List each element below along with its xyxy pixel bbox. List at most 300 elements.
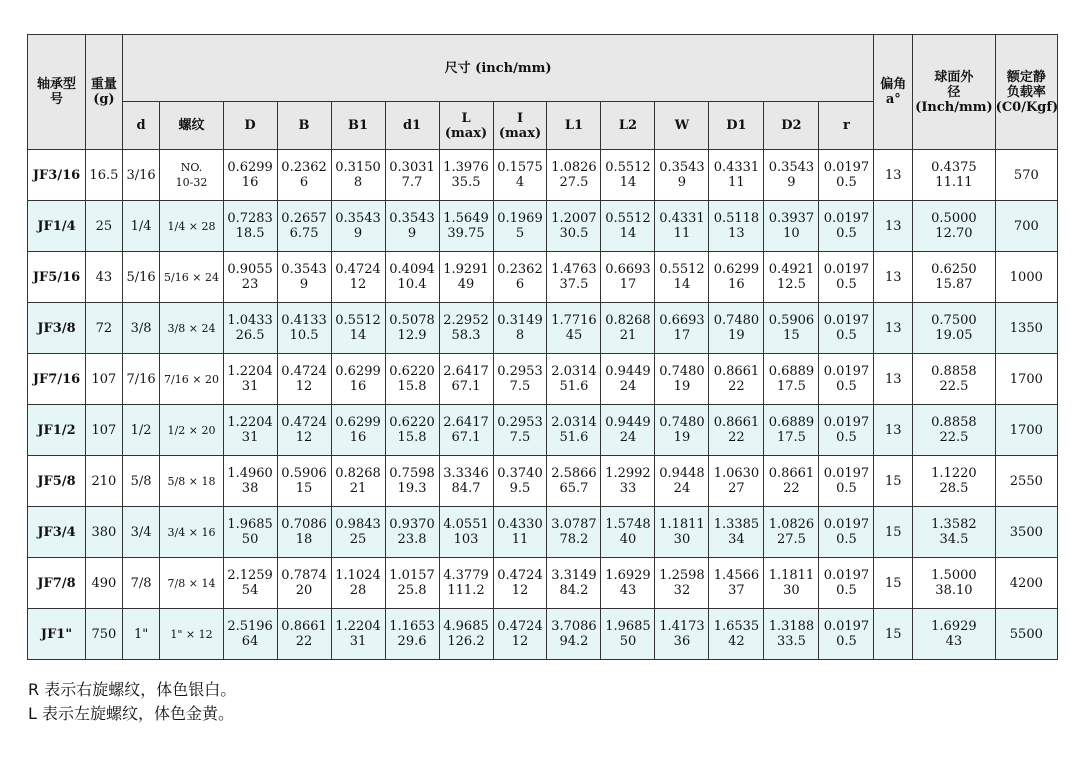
dimension-inch: 0.1575 xyxy=(497,160,543,175)
dimension-inch: 1.9685 xyxy=(227,517,273,532)
load-cell: 1700 xyxy=(995,405,1057,456)
dimension-mm: 19 xyxy=(673,430,691,445)
dimension-mm: 50 xyxy=(619,634,637,649)
dimension-cell xyxy=(547,507,601,558)
dimension-mm: 33 xyxy=(619,481,637,496)
dimension-cell xyxy=(439,456,493,507)
dimension-inch: 0.7283 xyxy=(227,211,273,226)
dimension-cell xyxy=(385,558,439,609)
ball-dia-cell xyxy=(913,354,996,405)
weight-unit: (g) xyxy=(93,92,115,107)
ball-dia-mm: 22.5 xyxy=(939,379,969,394)
dimension-inch: 0.0197 xyxy=(823,517,870,532)
dimension-inch: 1.1811 xyxy=(659,517,705,532)
dimension-inch: 1.2992 xyxy=(605,466,651,481)
dimension-cell xyxy=(819,609,874,660)
dimension-inch: 1.2204 xyxy=(227,364,273,379)
dimension-cell xyxy=(385,609,439,660)
dimension-cell xyxy=(439,609,493,660)
dimension-inch: 1.0826 xyxy=(768,517,815,532)
dimension-inch: 3.0787 xyxy=(551,517,597,532)
dimension-cell xyxy=(277,150,331,201)
dimension-mm: 14 xyxy=(619,175,637,190)
dimension-inch: 0.0197 xyxy=(823,415,870,430)
load-unit: (C0/Kgf) xyxy=(995,99,1059,115)
bore-cell: 7/16 xyxy=(122,354,160,405)
ball-dia-inch: 0.5000 xyxy=(931,211,977,226)
dimension-inch: 4.3779 xyxy=(443,568,489,583)
dimension-mm: 23 xyxy=(241,277,259,292)
dimension-inch: 0.5078 xyxy=(389,313,435,328)
subheader-cell: B1 xyxy=(331,102,385,150)
note-left-thread: L 表示左旋螺纹，体色金黄。 xyxy=(28,704,235,723)
dimension-cell xyxy=(764,456,819,507)
dimension-inch: 1.5649 xyxy=(443,211,489,226)
dimension-mm: 13 xyxy=(728,226,745,241)
dimension-inch: 1.1024 xyxy=(335,568,381,583)
dimension-cell xyxy=(819,456,874,507)
dimension-mm: 17 xyxy=(619,277,637,292)
dimension-inch: 0.3543 xyxy=(281,262,327,277)
dimension-cell xyxy=(819,354,874,405)
load-label: 额定静负载率 xyxy=(1006,69,1046,100)
dimension-inch: 0.2953 xyxy=(497,364,543,379)
dimension-inch: 0.6299 xyxy=(335,415,381,430)
dimension-mm: 0.5 xyxy=(836,583,857,598)
dimension-inch: 0.8268 xyxy=(335,466,381,481)
dimension-inch: 0.7086 xyxy=(281,517,327,532)
col-load-header xyxy=(995,35,1057,150)
dimension-inch: 2.6417 xyxy=(443,364,489,379)
ball-dia-inch: 1.1220 xyxy=(931,466,977,481)
dimension-mm: 10.4 xyxy=(397,277,427,292)
dimension-cell xyxy=(493,252,547,303)
dimension-mm: 24 xyxy=(619,430,637,445)
table-row xyxy=(28,558,1058,609)
dimension-cell xyxy=(277,558,331,609)
angle-cell: 15 xyxy=(874,558,913,609)
angle-cell: 13 xyxy=(874,252,913,303)
spec-table xyxy=(27,34,1058,660)
dimension-mm: 33.5 xyxy=(776,634,806,649)
weight-label: 重量 xyxy=(90,77,117,92)
dimension-inch: 1.2007 xyxy=(551,211,597,226)
dimension-mm: 9 xyxy=(299,277,309,292)
dimension-inch: 0.7480 xyxy=(659,415,705,430)
dimension-cell xyxy=(385,507,439,558)
dimension-cell xyxy=(709,609,764,660)
thread-cell: 7/8 × 14 xyxy=(160,558,223,609)
dimension-inch: 0.6220 xyxy=(389,364,435,379)
ball-dia-mm: 43 xyxy=(945,634,963,649)
dimension-mm: 15.8 xyxy=(397,430,427,445)
dimension-cell xyxy=(439,354,493,405)
dimension-mm: 0.5 xyxy=(836,226,857,241)
dimension-cell xyxy=(439,558,493,609)
dimension-cell xyxy=(709,405,764,456)
ball-dia-inch: 1.5000 xyxy=(931,568,977,583)
dimension-cell xyxy=(223,354,277,405)
dimension-cell xyxy=(601,150,655,201)
dimension-cell xyxy=(819,201,874,252)
dimension-mm: 111.2 xyxy=(447,583,485,598)
col-dims-header: 尺寸 (inch/mm) xyxy=(122,35,874,102)
dimension-cell xyxy=(601,303,655,354)
dimension-inch: 1.0826 xyxy=(551,160,597,175)
angle-cell: 15 xyxy=(874,456,913,507)
dimension-mm: 27.5 xyxy=(776,532,806,547)
table-row xyxy=(28,354,1058,405)
dimension-mm: 67.1 xyxy=(451,430,481,445)
thread-cell: 5/16 × 24 xyxy=(160,252,223,303)
dimension-mm: 9 xyxy=(407,226,417,241)
dimension-mm: 6.75 xyxy=(289,226,319,241)
dimension-mm: 37 xyxy=(728,583,745,598)
dimension-cell xyxy=(709,150,764,201)
subheader-cell: L2 xyxy=(601,102,655,150)
dimension-inch: 0.4331 xyxy=(713,160,760,175)
ball-dia-cell xyxy=(913,303,996,354)
dimension-cell xyxy=(223,150,277,201)
ball-dia-mm: 15.87 xyxy=(935,277,973,292)
model-cell: JF1/4 xyxy=(28,201,86,252)
dimension-cell xyxy=(601,456,655,507)
header-row xyxy=(28,35,1058,102)
dimension-cell xyxy=(385,405,439,456)
load-cell: 570 xyxy=(995,150,1057,201)
dimension-cell xyxy=(764,405,819,456)
dimension-mm: 43 xyxy=(619,583,637,598)
dimension-cell xyxy=(331,303,385,354)
dimension-mm: 26.5 xyxy=(235,328,265,343)
angle-symbol: a° xyxy=(885,92,901,107)
dimension-cell xyxy=(709,558,764,609)
weight-cell: 107 xyxy=(86,405,123,456)
dimension-mm: 12.9 xyxy=(397,328,427,343)
bore-cell: 3/8 xyxy=(122,303,160,354)
col-weight-header xyxy=(86,35,123,150)
subheader-cell: B xyxy=(277,102,331,150)
dimension-inch: 0.5906 xyxy=(768,313,815,328)
dimension-inch: 0.4724 xyxy=(497,568,543,583)
dimension-inch: 1.4763 xyxy=(551,262,597,277)
dimension-cell xyxy=(331,252,385,303)
load-cell: 700 xyxy=(995,201,1057,252)
dimension-inch: 1.0630 xyxy=(713,466,760,481)
dimension-mm: 15 xyxy=(295,481,313,496)
model-cell: JF3/8 xyxy=(28,303,86,354)
bore-cell: 1/2 xyxy=(122,405,160,456)
dimension-mm: 10 xyxy=(783,226,800,241)
dimension-inch: 0.3031 xyxy=(389,160,435,175)
thread-cell: 1/4 × 28 xyxy=(160,201,223,252)
dimension-cell xyxy=(655,150,709,201)
model-cell: JF3/4 xyxy=(28,507,86,558)
weight-cell: 750 xyxy=(86,609,123,660)
table-row xyxy=(28,303,1058,354)
dimension-cell xyxy=(601,609,655,660)
dimension-inch: 1.1653 xyxy=(389,619,435,634)
dimension-cell xyxy=(547,201,601,252)
subheader-cell: D1 xyxy=(709,102,764,150)
dimension-cell xyxy=(819,558,874,609)
dimension-inch: 3.3346 xyxy=(443,466,489,481)
dimension-inch: 0.4724 xyxy=(497,619,543,634)
dimension-cell xyxy=(601,252,655,303)
table-row xyxy=(28,150,1058,201)
dimension-mm: 84.7 xyxy=(451,481,481,496)
dimension-cell xyxy=(819,150,874,201)
dimension-cell xyxy=(493,405,547,456)
dimension-cell xyxy=(331,609,385,660)
dimension-mm: 8 xyxy=(515,328,525,343)
dimension-mm: 11 xyxy=(673,226,691,241)
dimension-inch: 0.3149 xyxy=(497,313,543,328)
load-cell: 1000 xyxy=(995,252,1057,303)
bore-cell: 7/8 xyxy=(122,558,160,609)
dimension-inch: 1.4566 xyxy=(713,568,760,583)
angle-cell: 13 xyxy=(874,405,913,456)
dimension-mm: 50 xyxy=(241,532,259,547)
dimension-cell xyxy=(655,252,709,303)
dimension-inch: 0.0197 xyxy=(823,211,870,226)
dimension-inch: 0.0197 xyxy=(823,262,870,277)
dimension-cell xyxy=(385,150,439,201)
dimension-mm: 15.8 xyxy=(397,379,427,394)
dimension-cell xyxy=(331,456,385,507)
dimension-cell xyxy=(819,252,874,303)
dimension-inch: 1.7716 xyxy=(551,313,597,328)
table-row xyxy=(28,405,1058,456)
dimension-inch: 0.4724 xyxy=(281,364,327,379)
dimension-cell xyxy=(277,507,331,558)
ball-dia-mm: 11.11 xyxy=(935,175,973,190)
dimension-cell xyxy=(655,303,709,354)
dimension-inch: 0.9843 xyxy=(335,517,381,532)
ball-dia-inch: 0.6250 xyxy=(931,262,977,277)
dimension-mm: 39.75 xyxy=(447,226,485,241)
dimension-mm: 49 xyxy=(457,277,475,292)
dimension-inch: 0.7598 xyxy=(389,466,435,481)
dimension-mm: 10.5 xyxy=(289,328,319,343)
dimension-inch: 0.6889 xyxy=(768,364,815,379)
ball-dia-mm: 22.5 xyxy=(939,430,969,445)
bore-cell: 1" xyxy=(122,609,160,660)
dimension-mm: 65.7 xyxy=(559,481,589,496)
dimension-inch: 0.4724 xyxy=(335,262,381,277)
dimension-mm: 40 xyxy=(619,532,637,547)
dimension-cell xyxy=(223,609,277,660)
dimension-mm: 16 xyxy=(728,277,745,292)
dimension-mm: 54 xyxy=(241,583,259,598)
dimension-mm: 16 xyxy=(349,430,367,445)
dimension-cell xyxy=(547,150,601,201)
dimension-inch: 1.3188 xyxy=(768,619,815,634)
dimension-mm: 0.5 xyxy=(836,532,857,547)
dimension-cell xyxy=(764,150,819,201)
load-cell: 4200 xyxy=(995,558,1057,609)
dimension-cell xyxy=(385,303,439,354)
dimension-mm: 16 xyxy=(349,379,367,394)
dimension-cell xyxy=(655,507,709,558)
ball-dia-cell xyxy=(913,150,996,201)
angle-cell: 15 xyxy=(874,507,913,558)
dimension-cell xyxy=(331,507,385,558)
dimension-inch: 0.0197 xyxy=(823,619,870,634)
dimension-inch: 0.5512 xyxy=(335,313,381,328)
dimension-mm: 45 xyxy=(565,328,583,343)
dimension-inch: 0.3150 xyxy=(335,160,381,175)
dimension-cell xyxy=(493,558,547,609)
dimension-inch: 1.5748 xyxy=(605,517,651,532)
dimension-inch: 0.9449 xyxy=(605,364,651,379)
dimension-inch: 0.5512 xyxy=(605,211,651,226)
ball-dia-mm: 19.05 xyxy=(935,328,973,343)
dimension-cell xyxy=(223,456,277,507)
dimension-cell xyxy=(709,354,764,405)
dimension-inch: 0.2362 xyxy=(281,160,327,175)
dimension-mm: 6 xyxy=(515,277,525,292)
dimension-inch: 0.3937 xyxy=(768,211,815,226)
dimension-mm: 17.5 xyxy=(776,430,806,445)
dimension-cell xyxy=(547,405,601,456)
ball-dia-cell xyxy=(913,252,996,303)
dimension-mm: 32 xyxy=(673,583,691,598)
dimension-mm: 0.5 xyxy=(836,634,857,649)
table-row xyxy=(28,456,1058,507)
dimension-cell xyxy=(709,252,764,303)
dimension-inch: 0.3543 xyxy=(335,211,381,226)
subheader-cell: d xyxy=(122,102,160,150)
dimension-mm: 22 xyxy=(728,430,745,445)
dimension-cell xyxy=(764,507,819,558)
dimension-cell xyxy=(819,303,874,354)
dimension-cell xyxy=(439,252,493,303)
dimension-cell xyxy=(223,303,277,354)
model-cell: JF1/2 xyxy=(28,405,86,456)
dimension-inch: 1.0157 xyxy=(389,568,435,583)
subheader-cell: D2 xyxy=(764,102,819,150)
dimension-mm: 12 xyxy=(511,634,529,649)
model-cell: JF1" xyxy=(28,609,86,660)
dimension-mm: 36 xyxy=(673,634,691,649)
dimension-mm: 0.5 xyxy=(836,481,857,496)
dimension-mm: 21 xyxy=(349,481,367,496)
dimension-mm: 14 xyxy=(349,328,367,343)
dimension-mm: 9 xyxy=(787,175,796,190)
angle-label: 偏角 xyxy=(880,77,907,92)
thread-cell: 7/16 × 20 xyxy=(160,354,223,405)
dimension-mm: 9 xyxy=(677,175,687,190)
dimension-mm: 34 xyxy=(728,532,745,547)
dimension-mm: 7.5 xyxy=(509,379,531,394)
dimension-cell xyxy=(601,201,655,252)
dimension-mm: 16 xyxy=(241,175,259,190)
dimension-cell xyxy=(655,405,709,456)
dimension-inch: 0.0197 xyxy=(823,466,870,481)
ball-dia-mm: 38.10 xyxy=(935,583,973,598)
ball-dia-inch: 1.6929 xyxy=(931,619,977,634)
angle-cell: 13 xyxy=(874,201,913,252)
dimension-inch: 0.4330 xyxy=(497,517,543,532)
thread-cell: 3/4 × 16 xyxy=(160,507,223,558)
dimension-mm: 19 xyxy=(673,379,691,394)
ball-dia-inch: 0.7500 xyxy=(931,313,977,328)
dimension-mm: 84.2 xyxy=(559,583,589,598)
dimension-cell xyxy=(223,201,277,252)
dimension-inch: 0.6220 xyxy=(389,415,435,430)
dimension-mm: 27 xyxy=(728,481,745,496)
dimension-inch: 0.9448 xyxy=(659,466,705,481)
dimension-inch: 0.9055 xyxy=(227,262,273,277)
dimension-mm: 11 xyxy=(511,532,529,547)
dimension-mm: 42 xyxy=(728,634,745,649)
dimension-mm: 20 xyxy=(295,583,313,598)
dimension-inch: 0.0197 xyxy=(823,568,870,583)
dimension-inch: 0.6889 xyxy=(768,415,815,430)
dimension-inch: 0.0197 xyxy=(823,313,870,328)
dimension-inch: 0.6693 xyxy=(659,313,705,328)
dimension-mm: 25.8 xyxy=(397,583,427,598)
dimension-inch: 2.1259 xyxy=(227,568,273,583)
dimension-cell xyxy=(655,456,709,507)
dimension-inch: 0.4094 xyxy=(389,262,435,277)
dimension-mm: 19 xyxy=(728,328,745,343)
dimension-cell xyxy=(331,150,385,201)
angle-cell: 13 xyxy=(874,354,913,405)
dimension-cell xyxy=(547,354,601,405)
bore-cell: 3/4 xyxy=(122,507,160,558)
subheader-cell: L (max) xyxy=(439,102,493,150)
dimension-inch: 1.1811 xyxy=(768,568,815,583)
dimension-inch: 0.2953 xyxy=(497,415,543,430)
dimension-cell xyxy=(439,201,493,252)
subheader-cell: 螺纹 xyxy=(160,102,223,150)
dimension-cell xyxy=(547,456,601,507)
dimension-cell xyxy=(655,201,709,252)
dimension-cell xyxy=(601,507,655,558)
dimension-cell xyxy=(331,354,385,405)
dimension-inch: 0.3543 xyxy=(389,211,435,226)
dimension-cell xyxy=(547,609,601,660)
dimension-mm: 12 xyxy=(295,379,313,394)
dimension-mm: 0.5 xyxy=(836,430,857,445)
thread-cell: 3/8 × 24 xyxy=(160,303,223,354)
dimension-cell xyxy=(547,558,601,609)
ball-dia-cell xyxy=(913,609,996,660)
dimension-mm: 14 xyxy=(673,277,691,292)
bore-cell: 5/8 xyxy=(122,456,160,507)
dimension-inch: 3.3149 xyxy=(551,568,597,583)
dimension-cell xyxy=(385,252,439,303)
bore-cell: 5/16 xyxy=(122,252,160,303)
table-row xyxy=(28,609,1058,660)
dimension-mm: 29.6 xyxy=(397,634,427,649)
dimension-inch: 0.8661 xyxy=(713,415,760,430)
dimension-mm: 19.3 xyxy=(397,481,427,496)
dimension-mm: 126.2 xyxy=(447,634,485,649)
dimension-cell xyxy=(277,201,331,252)
dimension-inch: 1.3976 xyxy=(443,160,489,175)
dimension-cell xyxy=(439,507,493,558)
dimension-inch: 1.9685 xyxy=(605,619,651,634)
ball-dia-inch: 0.8858 xyxy=(931,415,977,430)
weight-cell: 490 xyxy=(86,558,123,609)
model-cell: JF3/16 xyxy=(28,150,86,201)
subheader-cell: L1 xyxy=(547,102,601,150)
dimension-mm: 7.5 xyxy=(509,430,531,445)
angle-cell: 15 xyxy=(874,609,913,660)
